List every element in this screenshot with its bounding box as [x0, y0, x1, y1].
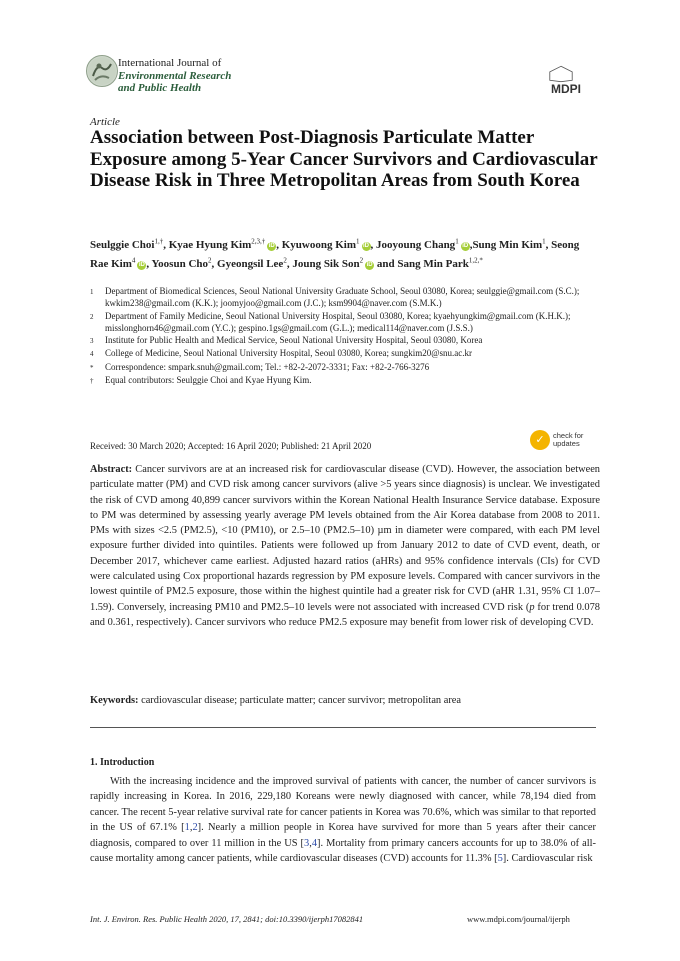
- author-name: Seulggie Choi: [90, 238, 155, 251]
- author-separator: and: [374, 257, 398, 270]
- author-separator: ,: [545, 238, 552, 251]
- citation-link[interactable]: 4: [311, 837, 318, 849]
- affiliation-number: 3: [90, 337, 94, 346]
- author-separator: ,: [211, 257, 218, 270]
- affiliations: [90, 285, 600, 387]
- affiliation-text: Institute for Public Health and Medical Service, Seoul National University Hospital, Seoul 03080, Korea: [105, 335, 483, 346]
- author-separator: ,: [370, 238, 377, 251]
- author-affiliation-sup: 2: [283, 256, 287, 265]
- citation-link[interactable]: 3: [304, 837, 310, 849]
- affiliation-item: [90, 310, 600, 335]
- journal-line3: and Public Health: [118, 82, 202, 94]
- checkmark-icon: ✓: [530, 430, 550, 450]
- journal-name: [118, 57, 231, 95]
- affiliation-number: *: [90, 363, 94, 372]
- author-name: Sang Min Park: [397, 257, 469, 270]
- affiliation-number: 4: [90, 350, 94, 359]
- affiliation-item: [90, 285, 600, 310]
- affiliation-item: [90, 347, 600, 360]
- affiliation-item: [90, 334, 600, 347]
- author-affiliation-sup: 2: [208, 256, 212, 265]
- affiliation-number: †: [90, 377, 94, 386]
- author-name: Gyeongsil Lee: [217, 257, 284, 270]
- affiliation-text: Equal contributors: Seulggie Choi and Kyae Hyung Kim.: [105, 375, 312, 386]
- author-separator: ,: [469, 238, 473, 251]
- author-affiliation-sup: 4: [131, 256, 136, 265]
- author: [217, 258, 292, 270]
- author-name: Jooyoung Chang: [376, 238, 456, 251]
- abstract-text-2: for trend 0.078 and 0.361, respectively). Cancer survivors who reduce PM2.5 exposure may benefit from lower risk of developing CVD.: [90, 601, 600, 628]
- citation-sep: ,: [189, 822, 193, 834]
- author: [376, 239, 472, 251]
- orcid-icon[interactable]: iD: [138, 261, 145, 268]
- author-name: Yoosun Cho: [151, 257, 209, 270]
- section-title: 1. Introduction: [90, 757, 155, 768]
- author-name: Joung Sik Son: [292, 257, 360, 270]
- orcid-icon[interactable]: iD: [363, 242, 370, 249]
- check-line2: updates: [553, 439, 580, 448]
- journal-line2: Environmental Research: [118, 69, 232, 82]
- affiliation-text: Department of Biomedical Sciences, Seoul National University Graduate School, Seoul 03080, Korea; seulggie@gmail.com (S.C.); kwkim238@gmail.com (K.K.); joomyjoo@gmail.com (J.C.); ksm9904@naver.com (S.M.K.): [105, 286, 580, 309]
- divider: [90, 727, 596, 728]
- abstract-label: Abstract:: [90, 464, 133, 475]
- citation-link[interactable]: 5: [497, 853, 503, 865]
- journal-line1: International Journal of: [118, 57, 222, 69]
- affiliation-number: 1: [90, 288, 94, 296]
- author-affiliation-sup: 1: [455, 237, 459, 245]
- publication-dates: Received: 30 March 2020; Accepted: 16 April 2020; Published: 21 April 2020: [90, 441, 372, 451]
- author-name: Seong Rae Kim: [90, 238, 580, 270]
- footer-citation: Int. J. Environ. Res. Public Health 2020, 17, 2841; doi:10.3390/ijerph17082841: [90, 914, 364, 924]
- author-affiliation-sup: 2: [359, 256, 364, 265]
- citation-link[interactable]: 2: [192, 822, 198, 834]
- author: [469, 237, 552, 251]
- abstract-text-1: Cancer survivors are at an increased risk for cardiovascular disease (CVD). However, the association between particulate matter (PM) and CVD risk among cancer survivors (alive >5 years since diagnosis) is unclear. We investigated the risk of CVD among 40,899 cancer survivors within the Korean National Health Insurance Service database. Exposure to PM was determined by assessing yearly average PM levels obtained from the Air Korea database from 2008 to 2011. PMs with sizes <2.5 (PM2.5), <10 (PM10), or 2.5–10 (PM2.5–10) µm in diameter were compared, with each PM level exposure further divided into quintiles. Patients were followed up from January 2012 to date of CVD event, death, or December 2017, whichever came earliest. Adjusted hazard ratios (aHRs) and 95% confidence intervals (CIs) for CVD were calculated using Cox proportional hazards regression by PM exposure levels. Compared with cancer survivors in the lowest quintile of PM2.5 exposure, those within the highest quintile had a greater risk for CVD (aHR 1.31, 95% CI 1.07–1.59). Conversely, increasing PM10 and PM2.5–10 levels were not associated with increased CVD risk (: [90, 464, 600, 613]
- affiliation-text: College of Medicine, Seoul National University Hospital, Seoul 03080, Korea; sungkim20@snu.ac.kr: [105, 348, 472, 359]
- footer-url[interactable]: www.mdpi.com/journal/ijerph: [467, 914, 570, 924]
- keywords-label: Keywords:: [90, 695, 139, 706]
- author-affiliation-sup: 1,2,*: [468, 256, 483, 265]
- intro-text-4: ]. Cardiovascular risk: [502, 853, 593, 865]
- intro-text-1: With the increasing incidence and the improved survival of patients with cancer, the number of cancer survivors is rapidly increasing in Korea. In 2016, 229,180 Koreans were newly diagnosed with cancer, while 78,194 died from cancer. The recent 5-year relative survival rate for cancer patients in Korea was 70.6%, which was similar to that reported in the US of 67.1% [: [90, 776, 596, 834]
- intro-text-2: ]. Nearly a million people in Korea have survived for more than 5 years after their cancer diagnosis, compared to over 11 million in the US [: [90, 822, 596, 849]
- orcid-icon[interactable]: iD: [366, 261, 373, 268]
- article-type: Article: [90, 116, 120, 128]
- orcid-icon[interactable]: iD: [462, 242, 469, 249]
- author: [282, 239, 376, 251]
- abstract-p: p: [529, 601, 535, 613]
- publisher-logo: [547, 62, 581, 96]
- author-list: [90, 234, 600, 272]
- author: [292, 258, 397, 270]
- affiliation-number: 2: [90, 312, 94, 321]
- intro-text-3: ]. Mortality from primary cancers accounts for up to 38.0% of all-cause mortality among cancer patients, while cardiovascular diseases (CVD) accounts for 11.3% [: [90, 837, 596, 865]
- abstract: [90, 462, 600, 630]
- check-for-updates-badge[interactable]: [530, 430, 583, 450]
- author-separator: ,: [163, 238, 169, 251]
- author-separator: ,: [286, 257, 293, 270]
- publisher-name: MDPI: [551, 82, 581, 96]
- citation-sep: ,: [309, 837, 312, 849]
- author-affiliation-sup: 1: [356, 237, 360, 245]
- author-name: Sung Min Kim: [472, 238, 543, 251]
- author-affiliation-sup: 2,3,†: [251, 237, 266, 245]
- orcid-icon[interactable]: iD: [268, 242, 275, 249]
- affiliation-item: [90, 361, 600, 374]
- affiliation-text: Correspondence: smpark.snuh@gmail.com; Tel.: +82-2-2072-3331; Fax: +82-2-766-3276: [105, 361, 430, 372]
- keywords: [90, 695, 600, 706]
- author: [151, 258, 217, 270]
- citation-link[interactable]: 1: [184, 822, 190, 834]
- author-name: Kyae Hyung Kim: [168, 238, 252, 251]
- author: [169, 239, 282, 251]
- author-separator: ,: [276, 238, 282, 251]
- check-line1: check for: [553, 431, 584, 440]
- author: [397, 258, 483, 270]
- affiliation-item: [90, 374, 600, 387]
- keywords-text: cardiovascular disease; particulate matter; cancer survivor; metropolitan area: [138, 695, 462, 706]
- author-name: Kyuwoong Kim: [281, 238, 357, 251]
- affiliation-text: Department of Family Medicine, Seoul National University Hospital, Seoul 03080, Korea; kyaehyungkim@gmail.com (K.H.K.); misslonghorn46@gmail.com (Y.C.); gespino.1gs@gmail.com (G.L.); medical114@naver.com (J.S.S.): [105, 310, 571, 333]
- journal-logo: [86, 55, 118, 87]
- intro-paragraph: [90, 774, 596, 866]
- author-affiliation-sup: 1,†: [154, 237, 164, 245]
- author: [90, 239, 169, 251]
- author-separator: ,: [146, 257, 152, 270]
- author-affiliation-sup: 1: [542, 237, 546, 245]
- paper-title: Association between Post-Diagnosis Particulate Matter Exposure among 5-Year Cancer Survivors and Cardiovascular Disease Risk in Three Metropolitan Areas from South Korea: [90, 127, 598, 191]
